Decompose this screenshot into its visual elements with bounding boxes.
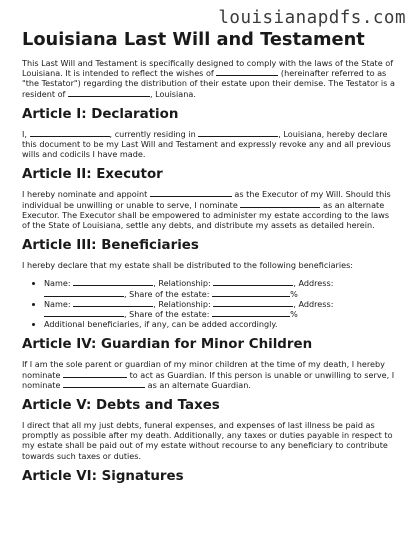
- article-1-text-2: , Louisiana, hereby declare this document to be my Last Will and Testament and expressly revoke any and all previous wills and codicils I have made.: [22, 128, 391, 160]
- declarant-residence-blank[interactable]: [198, 129, 278, 137]
- share-label: , Share of the estate:: [124, 288, 213, 299]
- article-1-text-1: , currently residing in: [109, 128, 199, 139]
- article-2-text-2: as the Executor of my Will. Should this individual be unwilling or unable to serve, I nominate: [22, 189, 391, 210]
- article-1-paragraph: [22, 129, 398, 160]
- article-2-text-3: as an alternate Executor. The Executor shall be empowered to administer my estate according to the laws of the State of Louisiana, settle any debts, and distribute my assets as detailed herein.: [22, 199, 390, 231]
- beneficiary-item: [44, 278, 398, 298]
- beneficiary-relationship-blank[interactable]: [213, 278, 293, 286]
- beneficiary-address-blank[interactable]: [44, 289, 124, 297]
- beneficiary-name-blank[interactable]: [73, 278, 153, 286]
- intro-text-2: (hereinafter referred to as "the Testator") regarding the distribution of their estate upon their demise. The Testator is a resident of: [22, 68, 395, 99]
- beneficiary-name-blank[interactable]: [73, 299, 153, 307]
- article-5-heading: Article V: Debts and Taxes: [22, 398, 220, 414]
- intro-paragraph: [22, 58, 398, 99]
- testator-name-blank[interactable]: [216, 68, 278, 76]
- beneficiary-relationship-blank[interactable]: [213, 299, 293, 307]
- article-2-text-1: I hereby nominate and appoint: [22, 189, 150, 200]
- beneficiary-list: [22, 278, 398, 329]
- address-label: , Address:: [293, 278, 334, 289]
- article-4-text-3: as an alternate Guardian.: [145, 379, 251, 390]
- alternate-executor-blank[interactable]: [240, 200, 320, 208]
- beneficiary-address-blank[interactable]: [44, 309, 124, 317]
- percent-sign: %: [290, 309, 298, 320]
- article-4-heading: Article IV: Guardian for Minor Children: [22, 337, 313, 353]
- address-label: , Address:: [293, 298, 334, 309]
- beneficiary-share-blank[interactable]: [212, 289, 290, 297]
- relationship-label: , Relationship:: [153, 278, 214, 289]
- will-document: [22, 30, 398, 491]
- declarant-name-blank[interactable]: [30, 129, 110, 137]
- article-4-text-1: If I am the sole parent or guardian of my minor children at the time of my death, I hereby nominate: [22, 359, 385, 380]
- executor-name-blank[interactable]: [150, 189, 232, 197]
- article-4-paragraph: [22, 359, 398, 390]
- article-6-heading: Article VI: Signatures: [22, 468, 184, 484]
- site-watermark: louisianapdfs.com: [218, 8, 406, 28]
- name-label: Name:: [44, 298, 74, 309]
- article-3-intro: I hereby declare that my estate shall be distributed to the following beneficiaries:: [22, 260, 354, 271]
- alternate-guardian-blank[interactable]: [63, 380, 145, 388]
- share-label: , Share of the estate:: [124, 309, 213, 320]
- guardian-name-blank[interactable]: [63, 370, 127, 378]
- beneficiary-item: [44, 299, 398, 319]
- article-1-text-0: I,: [22, 128, 30, 139]
- article-2-heading: Article II: Executor: [22, 167, 163, 183]
- additional-beneficiaries-note: • Additional beneficiaries, if any, can be added accordingly.: [44, 319, 398, 329]
- article-2-paragraph: [22, 189, 398, 230]
- name-label: Name:: [44, 278, 74, 289]
- article-5-paragraph: I direct that all my just debts, funeral expenses, and expenses of last illness be paid as promptly as possible after my death. Additionally, any taxes or duties payable in respect to my estate shall be paid out of my estate without recourse to any beneficiary to contribute towards such taxes or duties.: [22, 420, 393, 461]
- intro-text-3: , Louisiana.: [149, 88, 196, 99]
- intro-text-1: This Last Will and Testament is specifically designed to comply with the laws of the State of Louisiana. It is intended to reflect the wishes of: [22, 58, 394, 79]
- article-4-text-2: to act as Guardian. If this person is unable or unwilling to serve, I nominate: [22, 369, 395, 390]
- beneficiary-share-blank[interactable]: [212, 309, 290, 317]
- percent-sign: %: [290, 288, 298, 299]
- residence-blank[interactable]: [68, 89, 150, 97]
- document-title: Louisiana Last Will and Testament: [22, 29, 365, 50]
- article-3-heading: Article III: Beneficiaries: [22, 238, 199, 254]
- relationship-label: , Relationship:: [153, 298, 214, 309]
- article-1-heading: Article I: Declaration: [22, 106, 179, 122]
